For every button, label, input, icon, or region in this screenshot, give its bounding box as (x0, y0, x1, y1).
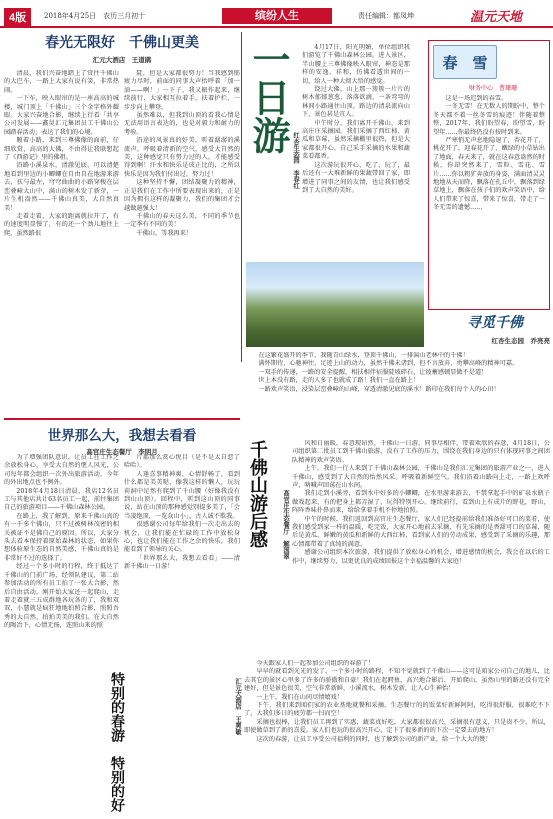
article-author: 红杏生态园 乔亮亮 (491, 337, 550, 345)
article-author: 高官庄生态餐厅 解国翠 (282, 490, 289, 560)
article-body: 这是一场迟到的春雪。 一冬无雪！在无数人的期盼中，整个冬天都不着一丝冬雪的痕迹！伴随着整整，2017年，我们盼望春，盼望雪，盼望年……你最终仍没有按时到来。 严寒悄无声息地隐退了，杏花开了，桃花开了，迎春花开了，嫩绿的小草钻出了地面，春天来了，就在这春意盎然的时候，你却突然来了，雪粒、雪花、雪片……你以粗犷奔放的身姿，满面清灵灵地地从天而降，飘落在孔丘中，飘落到绿草地上，飘落在孩子们的欢声笑语中，给人们带来了惊喜，带来了惊喜，带走了一冬无雪的遗憾…… (433, 95, 545, 212)
article-afterthoughts-side (246, 440, 288, 640)
masthead-logo: 温元天地 (470, 10, 523, 25)
article-body-col1: 为了增强团队意识，让员工在工作之余放松身心，享受大自然的惬人风光，公司每年都会组织一次外出旅游活动，今年的外出地点也不例外。 2018年4月18日清晨，我店12名员工与其他店共计63名员工一起，前往集团自己的旅游项目——千佛山森林公园。 在路上，我了解到，原来千佛山真的有一千多个佛山，只不过被树林茂密的相关被证不是佛自己的原因。所以，大家分头去看本保持着原始森林的状态，如果你想体验原生态的自然美感，千佛山真的是非常好不过的选择了。 经过一个多小时的行程，终于抵达了千佛山的门前广场，经领队建议，第二站参加活动的所有员工拍了一张大合影，然后自由活动。刚开始大家还一起爬山，走着走着就三五成群地各玩各的了，我和双双，小慧就是疯狂地地拍照合影，照照吾秀的大自然，拍拍美美的我们。在大自然的陶冶下，心情无扬，连照山来的照 (4, 454, 119, 630)
article-spring-snow (428, 40, 550, 310)
page-number: 4版 (4, 8, 31, 26)
article-seek-buddha-header (440, 312, 550, 350)
article-author: 红杏生态园 李春红 (292, 132, 299, 189)
article-author: 财务中心 曹珊珊 (469, 85, 518, 92)
article-author: 高官庄生态餐厅 李明月 (86, 448, 158, 456)
divider (241, 32, 242, 362)
article-author: 汇元大酒店 王道鹃 (92, 56, 152, 64)
issue-date: 2018年4月25日 农历三月初十 (44, 12, 146, 20)
article-title: 特别的春游 特别的好 (109, 672, 125, 812)
article-title: 千佛山游后感 (247, 440, 268, 548)
article-title: 春光无限好 千佛山更美 (45, 35, 199, 51)
article-special-outing-side (108, 672, 242, 817)
article-dayhike-body: 4月17日，阳光明媚，单位组织我们游览了千佛山森林公园。进入景区，半山腰上三尊佛像映入眼帘，神态是那样的安逸、祥和，仿佛看透世间的一切，给人一种大彻大悟的感觉。 绕过大佛，山上那一簇簇一片片的树木郁郁葱葱，落落欲滴，一条弯弯的林间小路通往山顶，路边的清泉流向山下，景色甚是宜人。 中午时分，我们离开千佛山，来到高庄庄采摘园。我们采摘了西红柿、黄瓜和草莓，虽然采摘棚里很热，但是大家都很开心，自己采手采摘的水果和蔬菜看都香。 这次游玩很开心，吃了、玩了，最后还有一大堆新鲜的果蔬带回了家，即增进了同事之间的友情，也让我们感受到了大自然的美好。 (302, 44, 410, 194)
article-afterthoughts-body: 风和日丽暖，春意现昂然，千佛山一日游，同事尽相伴，带着欢欣的春意，4月18日，公司组织第二批员工到千佛山旅游，没有了工作的压力，围绕在我们身边的只有体现同事之间团队精神的欢声笑语。 上午，我们一行人来到了千佛山森林公园，千佛山是我们汇元集团的旅游产业之一，进入千佛山，感受到了大自然的怡然风采。呼吸着新鲜空气，我们沿着山路向上走，一路上欢呼声，呐喊声回荡在山水间。 我们走到小溪旁，看到水中好多的小鲫鲫，在水里游来游去，不禁拿起手中的矿泉水瓶子做戏起来，有的把身上都弄湿了，玩得特别开心。继续前行，看到山上有成片的野花，野山，阵阵香味扑鼻而来，给给拿着手机不停地拍照。 中午的时候，我们返回到高官庄生态餐厅，家人们已经提前给我们准备好可口的菜肴，使我们感受到家一样的温暖，吃完饭，大家开心地前去采摘，有先采摘的是香甜可口的草莓，随后是黄瓜、鲜嫩的黄瓜和新鲜的大西红柿，看到家人们的劳动成果，感受到了采摘的乐趣，那心情都带着了真纯的满意。 感谢公司组织本次旅游，我们提供了放松身心的机会，增进感情的机会，我会在以后的工作中，继续努力，以更优良的成绩回报这个幸福温馨的大家庭！ (292, 440, 550, 565)
article-body-col2: 片都那么赏心悦目（是不是太自恋了哈哈）。 人逢喜事精神爽，心情舒畅了，看到什么都是美美哒，像我这样的懒人，玩玩荷洞中足然有爬到了千山腰（好像我没有到山山顶）。回程中，听到这山顶的同事说，站在山顶的那种感觉别提多美了，「会当凌绝顶，一览众山小」，古人诚不欺我。 很感谢公司每年给我们一次走出去的机会，让我们能在忙碌的工作中放松身心，也让我们能在工作之余的快乐，我们能看到了领导的关心。 「世界那么大，我想去看看」——清新千佛山一日游！ (124, 454, 240, 571)
editor-credit: 责任编辑：都凤坤 (358, 12, 414, 20)
section-title: 缤纷人生 (222, 8, 332, 24)
article-title: 春 雪 (433, 45, 497, 79)
article-title: 一日游 (246, 40, 291, 154)
article-seek-buddha-body: 在这繁花盛开的季节，我随青山绿水，登顶千佛山，一排演山老林中的千佛！ 满怀期待，心驰神往，足迹上山的动力，虽然千佛未诸到，但不言放弃，勇攀高峰的精神可嘉。 一双手的传递，一路的安全提醒，相扶相伴征服陡坡碎石，让彼蓄感顿显做不是道！ 世上本没有路，走的人多了也就成了路！我们一直在路上！ 一路欢声笑语，浸染层峦叠嶂的山峰，穿透清澈见底的溪水！路印在我们每个人的心田！ (258, 352, 519, 393)
article-body-col2: 陡，但是大家都很努力！当我感到筋疲力尽时，前面的同事大声抬呼着「加一油——啊！」一下子，我又振作起来，继续前行，大家相互拉着手，扶着护栏，一步步向上攀登。 虽然难以，但我到山顶的看我心情是无法用语言表达的，也是对毅力和耐力的考验。 沿途的风景真的好美，听着潺潺的溪流声，呼吸着清新的空气，感受大自然的美，这种感觉只有努力过的人，才能感受得到啊！汗水和快乐是成正比的，之所以快乐是因为我们付出过，努力过！ 这种坚持不懈，团结凝聚力的精神，正是我们在工作中所要表现出来的，正是因为拥有这样的凝聚力，我们的集团才会越做越强大！ 千佛山的春天这么美，不同的季节也一定季有不同的美！ 千佛山，等我再来！ (124, 70, 240, 237)
article-world-is-big (4, 424, 240, 670)
page-header (0, 4, 553, 28)
article-dayhike-side (246, 40, 298, 225)
article-title: 世界那么大，我想去看看 (47, 428, 197, 444)
article-body-col1: 清晨，我们兴奋地踏上了赏往千佛山的大巴车，一路上大家有说有笑，非常热闹。 一下车，映入眼帘的是一座高高的城楼，城门顶上「千佛山」三个金字格外耀眼。大家兴奋地合影，继续上行看「共享公司发展——鑫昊汇元集团员工千佛山公园踏春活动」表达了我们的心境。 顺着小路，来到三尊佛像的面前，仔细欣赏，高高的大佛，不由得让我联想起了《西游记》里的佛祖。 沿路小溪泉水，清澈见底，可以清楚地看到里边的小鲫鲫在自由自在地游来游去，扶与最左，穹穹曲曲的小路穿梭在层峦叠嶂大山中，满山的树木发了新芽，一片生机盎然——千佛山真美，大自然真美！ 走着走着，大家的距离就拉开了，有的速度明显慢了，有的还一个劲儿地往上爬，虽然路很 (4, 70, 119, 237)
article-title: 寻觅千佛 (467, 315, 523, 331)
article-author: 汇元大酒店 王爽敏 (234, 678, 241, 735)
article-special-outing-body: 今天跟家人们一起参加公司组织的春游了！ 早早的就看到光光的发了，一个多小时的路程，不知不觉就到了千佛山——这可是咱家公司自己的地儿，比去其它的景区心里多了许多的骄傲和自豪！我们在起鳄鱼，高兴地合影后，开始爬山，虽然山里的路还没有完全建好，但是景色很美，空气非常新鲜，小溪流水，树木发新，让人心生神怡！ 一上午，我们在山间尽情嬉戏！ 下午，我们来到咱们家的农业基地就餐和采摘，生态餐厅的的饭菜好新鲜阿阿，吃得很舒服，很难吃不下了，大我们多日的疲劳都一扫而空！ 采摘也很棒，让我们员工再到了实惠，蔬菜真好吃，大家都很很高兴，采摘很有意义，只是贵不少，所以，即使做草到了新的喜爱。家人们也玩的很高兴开心，定下了很多新的的下次一定要去的地方！ 这次的春游，让员工享受公司福利的同时，也了解到公司的新产业，给一个大大的赞！ (244, 660, 550, 743)
mountain-photo (246, 262, 424, 347)
article-spring (4, 30, 240, 330)
divider (4, 418, 240, 420)
